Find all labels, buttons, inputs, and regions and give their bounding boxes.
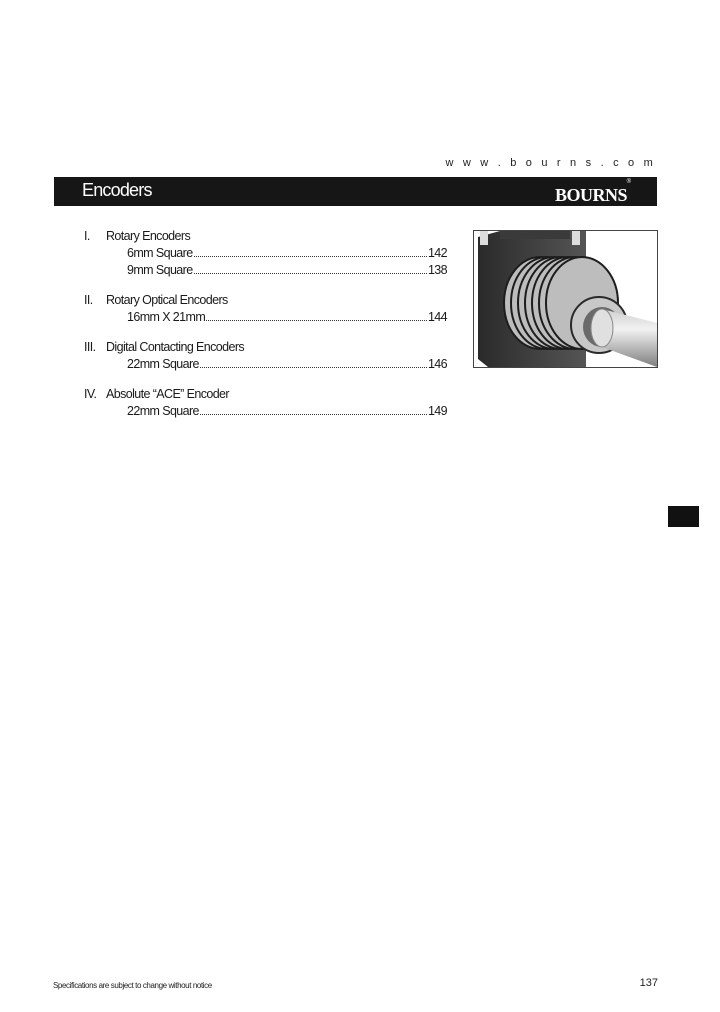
table-of-contents [84,228,454,433]
section-number: I. [84,229,90,243]
toc-section [84,228,454,279]
website-url: w w w . b o u r n s . c o m [445,157,656,169]
section-title: Rotary Optical Encoders [106,293,228,307]
section-tab-marker [668,506,699,527]
entry-page-number: 149 [427,404,447,418]
entry-label: 6mm Square [127,246,193,260]
section-number: IV. [84,387,97,401]
toc-section-heading [84,339,454,356]
dot-leader [206,319,427,321]
entry-label: 9mm Square [127,263,193,277]
toc-section [84,386,454,420]
toc-entry[interactable] [127,309,447,326]
toc-section [84,292,454,326]
section-title: Absolute “ACE” Encoder [106,387,229,401]
dot-leader [200,413,427,415]
encoder-illustration [474,231,657,367]
section-title: Rotary Encoders [106,229,191,243]
header-bar [54,177,657,206]
dot-leader [194,255,427,257]
toc-entry[interactable] [127,403,447,420]
entry-label: 22mm Square [127,357,199,371]
entry-label: 16mm X 21mm [127,310,206,324]
page-title: Encoders [82,180,152,200]
toc-section [84,339,454,373]
section-number: III. [84,340,96,354]
section-number: II. [84,293,93,307]
registered-mark: ® [626,179,631,185]
entry-page-number: 146 [427,357,447,371]
footer-disclaimer: Specifications are subject to change without notice [53,981,212,990]
dot-leader [194,272,427,274]
entry-label: 22mm Square [127,404,199,418]
toc-section-heading [84,292,454,309]
bourns-logo: BOURNS [554,185,627,205]
page-number: 137 [639,977,658,989]
entry-page-number: 142 [427,246,447,260]
toc-entry[interactable] [127,262,447,279]
toc-section-heading [84,386,454,403]
toc-entry[interactable] [127,356,447,373]
entry-page-number: 144 [427,310,447,324]
dot-leader [200,366,427,368]
encoder-photo [473,230,658,368]
entry-page-number: 138 [427,263,447,277]
toc-section-heading [84,228,454,245]
toc-entry[interactable] [127,245,447,262]
section-title: Digital Contacting Encoders [106,340,245,354]
